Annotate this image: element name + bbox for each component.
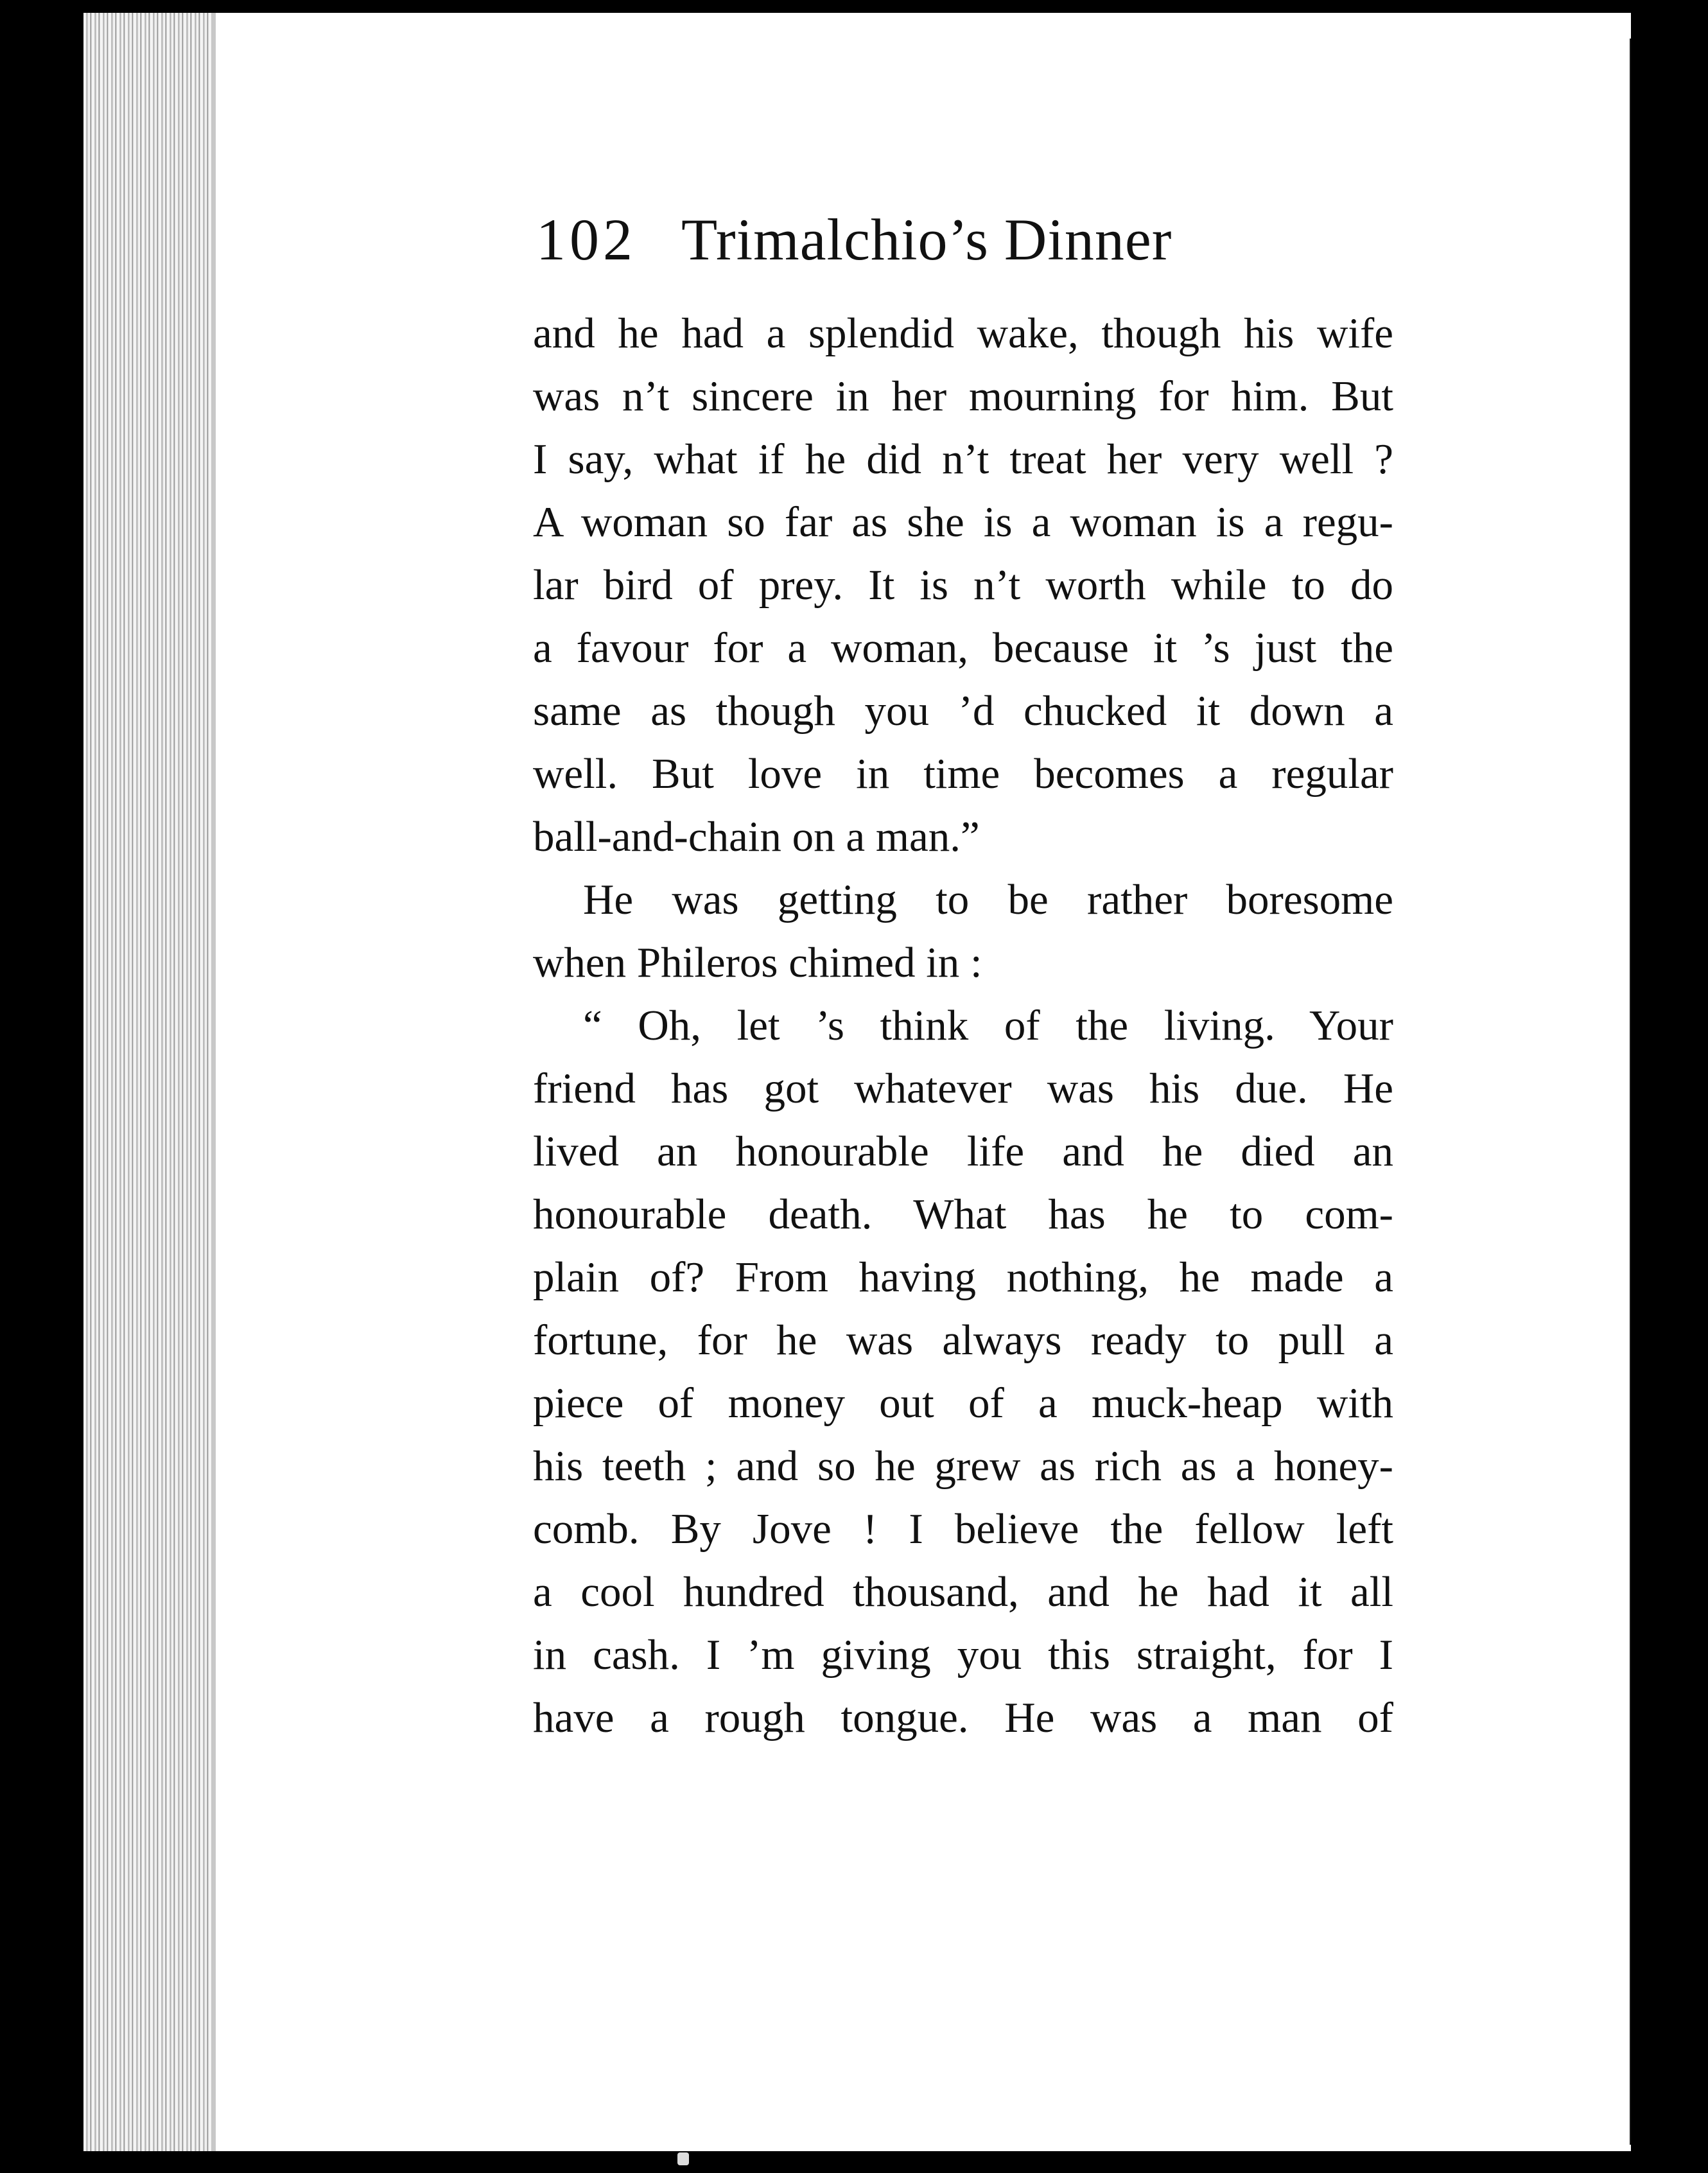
facing-page-edge xyxy=(1631,0,1708,2173)
text-line: honourable death. What has he to com- xyxy=(533,1191,1393,1238)
body-text xyxy=(533,302,1393,1749)
running-header xyxy=(536,205,1172,274)
text-line: a cool hundred thousand, and he had it all xyxy=(533,1568,1393,1616)
text-line: when Phileros chimed in : xyxy=(533,939,982,986)
text-line: fortune, for he was always ready to pull a xyxy=(533,1316,1393,1364)
text-line: have a rough tongue. He was a man of xyxy=(533,1694,1393,1741)
text-line: He was getting to be rather boresome xyxy=(583,876,1393,923)
text-line: A woman so far as she is a woman is a regu- xyxy=(533,498,1393,546)
text-line: comb. By Jove ! I believe the fellow left xyxy=(533,1505,1393,1553)
text-line: “ Oh, let ’s think of the living. Your xyxy=(583,1002,1393,1049)
running-title: Trimalchio’s Dinner xyxy=(681,207,1172,272)
text-line: in cash. I ’m giving you this straight, for I xyxy=(533,1631,1393,1679)
text-line: was n’t sincere in her mourning for him. But xyxy=(533,372,1393,420)
text-line: and he had a splendid wake, though his wife xyxy=(533,310,1393,357)
text-line: well. But love in time becomes a regular xyxy=(533,750,1393,798)
text-line: ball-and-chain on a man.” xyxy=(533,813,980,860)
text-line: his teeth ; and so he grew as rich as a honey- xyxy=(533,1442,1393,1490)
text-line: friend has got whatever was his due. He xyxy=(533,1065,1393,1112)
page-number: 102 xyxy=(536,207,636,272)
text-line: lar bird of prey. It is n’t worth while to do xyxy=(533,561,1393,609)
text-line: I say, what if he did n’t treat her very well ? xyxy=(533,435,1393,483)
text-line: lived an honourable life and he died an xyxy=(533,1128,1393,1175)
text-line: plain of? From having nothing, he made a xyxy=(533,1253,1393,1301)
text-line: a favour for a woman, because it ’s just the xyxy=(533,624,1393,672)
scan-artifact xyxy=(677,2152,689,2165)
text-line: same as though you ’d chucked it down a xyxy=(533,687,1393,735)
text-line: piece of money out of a muck-heap with xyxy=(533,1379,1393,1427)
